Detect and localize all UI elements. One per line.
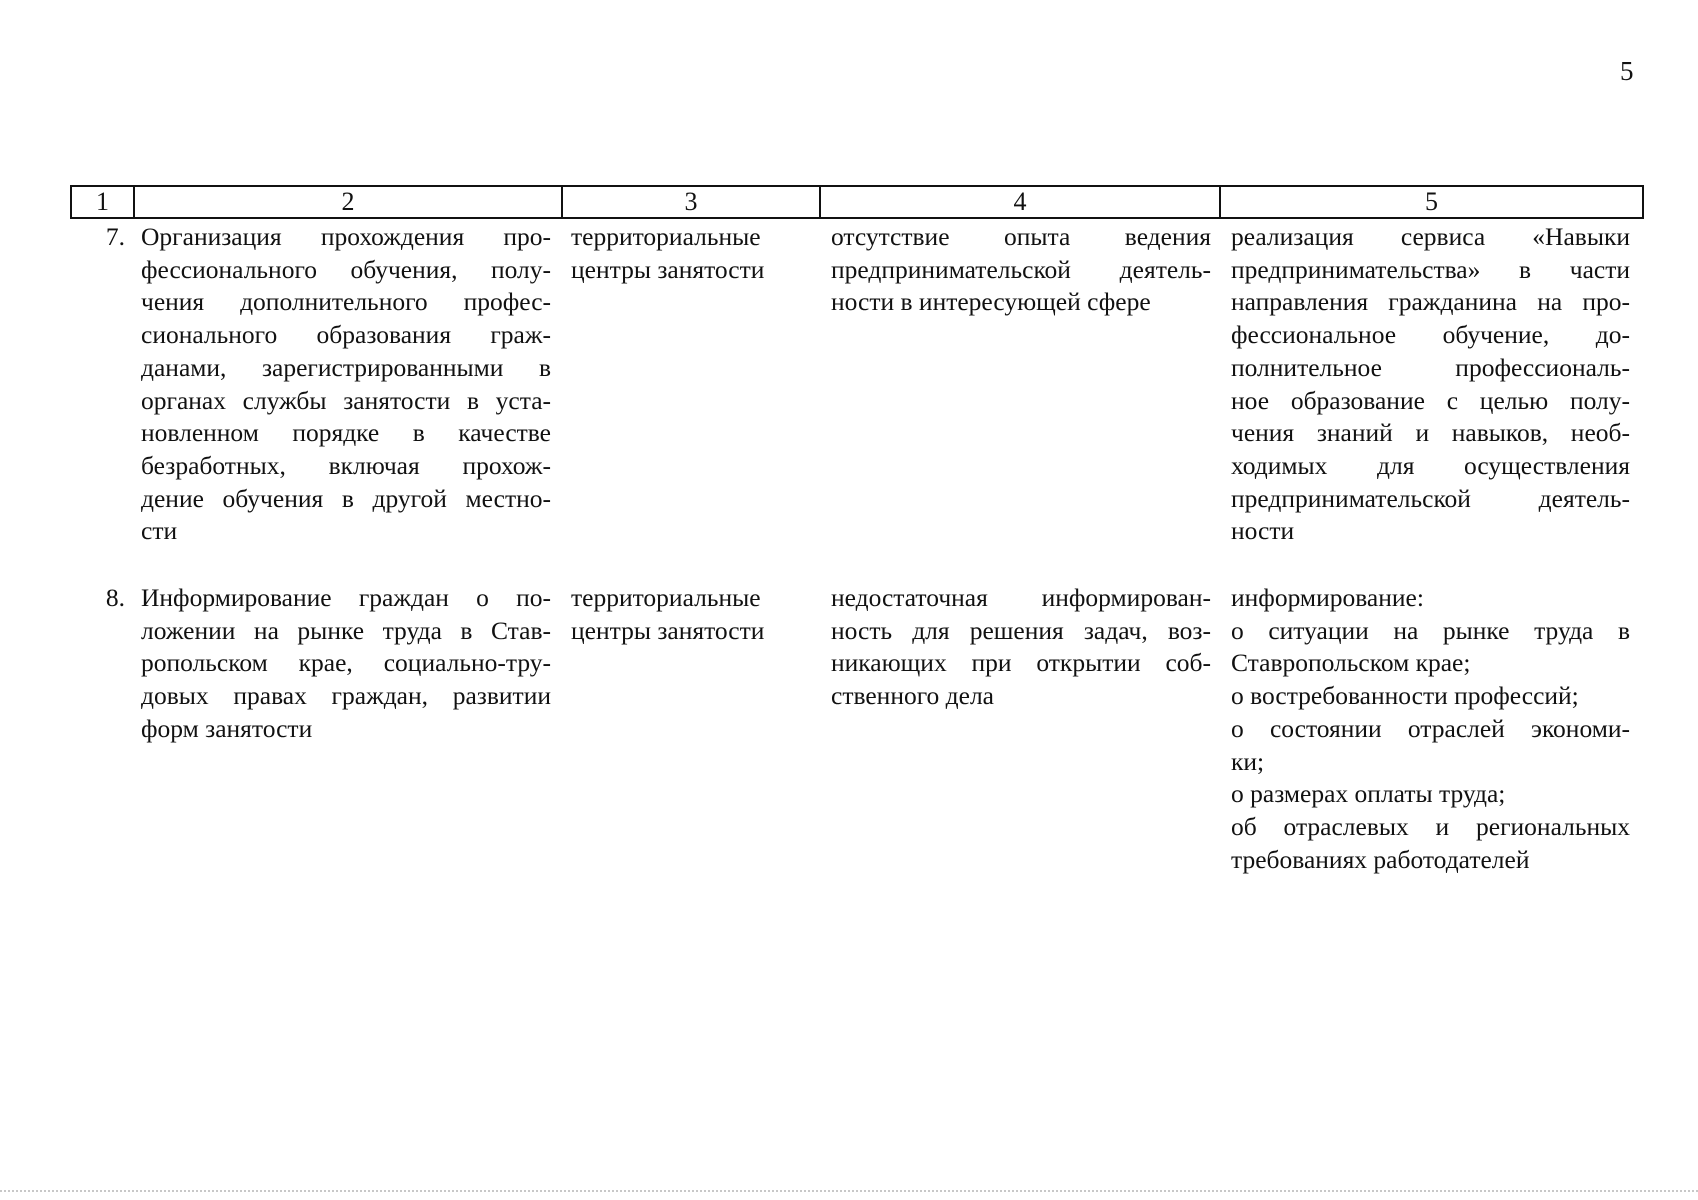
text-line: ложении на рынке труда в Став-	[141, 615, 551, 645]
text-line: Ставропольском крае;	[1231, 648, 1471, 678]
header-cell-3: 3	[563, 187, 821, 217]
text-line: сти	[141, 516, 178, 546]
executor-cell	[561, 221, 819, 548]
text-line: территориальные	[571, 222, 761, 251]
text-line: ное образование с целью полу-	[1231, 385, 1630, 415]
row-number: 7.	[105, 222, 125, 251]
table-header-row	[70, 185, 1644, 219]
text-line: чения знаний и навыков, необ-	[1231, 418, 1630, 448]
text-line: дение обучения в другой местно-	[141, 483, 551, 513]
text-line: центры занятости	[571, 254, 765, 284]
text-line: фессионального обучения, полу-	[141, 254, 551, 284]
text-line: территориальные	[571, 583, 761, 613]
text-line: полнительное профессиональ-	[1231, 352, 1630, 382]
page-number: 5	[1620, 56, 1634, 86]
text-line: ности	[1231, 516, 1295, 546]
text-line: ность для решения задач, воз-	[831, 615, 1211, 645]
problem-cell	[819, 221, 1219, 548]
text-line: чения дополнительного профес-	[141, 287, 551, 317]
solution-cell	[1219, 221, 1640, 548]
text-line: безработных, включая прохож-	[141, 450, 551, 480]
text-line: направления гражданина на про-	[1231, 287, 1630, 317]
text-line: об отраслевых и региональных	[1231, 811, 1630, 841]
text-line: никающих при открытии соб-	[831, 648, 1211, 678]
text-line: отсутствие опыта ведения	[831, 222, 1211, 251]
text-line: Организация прохождения про-	[141, 222, 551, 251]
text-line: о состоянии отраслей экономи-	[1231, 713, 1630, 743]
table-row	[70, 582, 1644, 876]
text-line: о востребованности профессий;	[1231, 681, 1579, 711]
text-line: реализация сервиса «Навыки	[1231, 222, 1630, 251]
text-line: органах службы занятости в уста-	[141, 385, 551, 415]
text-line: информирование:	[1231, 583, 1424, 613]
header-cell-5: 5	[1425, 187, 1438, 216]
header-cell-1: 1	[72, 187, 135, 217]
text-line: требованиях работодателей	[1231, 844, 1530, 874]
text-line: ки;	[1231, 746, 1265, 776]
measure-cell	[133, 582, 561, 876]
text-line: ственного дела	[831, 681, 994, 711]
text-line: недостаточная информирован-	[831, 583, 1211, 613]
text-line: ропольском крае, социально-тру-	[141, 648, 551, 678]
text-line: ходимых для осуществления	[1231, 450, 1630, 480]
problem-cell	[819, 582, 1219, 876]
text-line: сионального образования граж-	[141, 320, 551, 350]
scan-edge-line	[0, 1190, 1698, 1192]
text-line: новленном порядке в качестве	[141, 418, 551, 448]
text-line: данами, зарегистрированными в	[141, 352, 551, 382]
text-line: Информирование граждан о по-	[141, 583, 551, 613]
text-line: форм занятости	[141, 713, 313, 743]
document-table	[70, 185, 1644, 876]
text-line: предпринимательской деятель-	[1231, 483, 1630, 513]
text-line: предпринимательства» в части	[1231, 254, 1630, 284]
table-row	[70, 221, 1644, 548]
text-line: центры занятости	[571, 615, 765, 645]
measure-cell	[133, 221, 561, 548]
row-number: 8.	[105, 583, 125, 613]
text-line: о ситуации на рынке труда в	[1231, 615, 1630, 645]
header-cell-2: 2	[135, 187, 563, 217]
text-line: о размерах оплаты труда;	[1231, 779, 1506, 809]
text-line: предпринимательской деятель-	[831, 254, 1211, 284]
header-cell-4: 4	[821, 187, 1221, 217]
text-line: фессиональное обучение, до-	[1231, 320, 1630, 350]
executor-cell	[561, 582, 819, 876]
text-line: ности в интересующей сфере	[831, 287, 1151, 317]
text-line: довых правах граждан, развитии	[141, 681, 551, 711]
solution-cell	[1219, 582, 1640, 876]
